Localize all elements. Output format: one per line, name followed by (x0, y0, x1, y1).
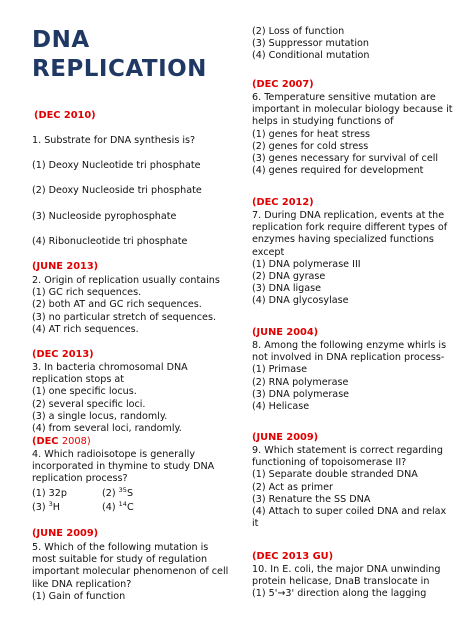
question-line: 9. Which statement is correct regarding (252, 445, 443, 456)
question-10 (252, 551, 464, 601)
title-line-1: DNA (32, 27, 90, 53)
option-4: (4) Attach to super coiled DNA and relax (252, 506, 447, 518)
option-2: (2) genes for cold stress (252, 140, 369, 152)
exam-tag: (DEC 2010) (34, 110, 96, 121)
option-3: (3) Nucleoside pyrophosphate (32, 210, 177, 222)
option-1: (1) Primase (252, 364, 307, 376)
option-2: (2) Act as primer (252, 481, 333, 493)
exam-tag: (DEC 2012) (252, 197, 314, 208)
question-line: functioning of topoisomerase II? (252, 457, 407, 469)
question-line: incorporated in thymine to study DNA (32, 461, 215, 473)
option-3: (3) DNA ligase (252, 283, 322, 295)
question-line: 8. Among the following enzyme whirls is (252, 340, 447, 351)
question-line: 10. In E. coli, the major DNA unwinding (252, 564, 441, 575)
question-line: most suitable for study of regulation (32, 554, 208, 566)
option-4: (4) from several loci, randomly. (32, 423, 182, 435)
option-2: (2) Loss of function (252, 26, 345, 37)
exam-tag (32, 436, 242, 448)
options-row-2 (32, 499, 242, 514)
question-line: 6. Temperature sensitive mutation are (252, 92, 436, 103)
option-4: (4) AT rich sequences. (32, 323, 139, 335)
exam-tag: (DEC 2013) (32, 349, 94, 360)
option-3: (3) no particular stretch of sequences. (32, 311, 217, 323)
question-8 (252, 327, 464, 413)
page-title (32, 26, 242, 84)
question-text: 1. Substrate for DNA synthesis is? (32, 135, 196, 146)
exam-tag: (DEC 2013 GU) (252, 551, 334, 562)
option-1: (1) GC rich sequences. (32, 287, 142, 299)
question-line: protein helicase, DnaB translocate in (252, 576, 430, 588)
option-3: (3) $^3$H (32, 499, 61, 513)
exam-tag: (DEC 2007) (252, 79, 314, 90)
question-5-continued (252, 26, 464, 63)
question-4 (32, 436, 242, 514)
exam-tag: (JUNE 2009) (252, 432, 319, 443)
question-6 (252, 79, 464, 177)
question-3 (32, 349, 242, 435)
option-4: (4) genes required for development (252, 165, 424, 177)
question-7 (252, 197, 464, 308)
option-2: (2) DNA gyrase (252, 271, 326, 283)
question-line: except (252, 246, 285, 258)
option-3: (3) DNA polymerase (252, 388, 350, 400)
exam-tag: (JUNE 2013) (32, 261, 99, 272)
option-4: (4) $^{14}$C (102, 499, 134, 513)
option-4: (4) Conditional mutation (252, 50, 370, 62)
option-3: (3) Renature the SS DNA (252, 493, 371, 505)
question-line: replication process? (32, 473, 128, 485)
option-1: (1) Deoxy Nucleotide tri phosphate (32, 160, 201, 172)
exam-tag-year: 2008) (61, 436, 91, 447)
question-1 (32, 110, 242, 248)
option-2: (2) several specific loci. (32, 398, 146, 410)
option-1: (1) one specific locus. (32, 386, 137, 398)
question-2 (32, 261, 242, 336)
question-line: like DNA replication? (32, 578, 132, 590)
option-2: (2) both AT and GC rich sequences. (32, 299, 202, 311)
question-9 (252, 432, 464, 530)
question-line: 5. Which of the following mutation is (32, 542, 209, 553)
option-1: (1) Gain of function (32, 590, 126, 602)
question-5 (32, 528, 242, 603)
option-1: (1) Separate double stranded DNA (252, 469, 418, 481)
question-line: replication fork require different types of (252, 222, 448, 234)
option-1: (1) DNA polymerase III (252, 258, 361, 270)
question-line: helps in studying functions of (252, 116, 394, 128)
question-line: important molecular phenomenon of cell (32, 566, 229, 578)
option-4: (4) DNA glycosylase (252, 295, 349, 307)
option-4: (4) Ribonucleotide tri phosphate (32, 235, 188, 247)
option-2: (2) $^{35}$S (102, 485, 134, 499)
option-4-continued: it (252, 518, 259, 530)
option-1: (1) 32p (32, 487, 67, 499)
question-line: not involved in DNA replication process- (252, 352, 445, 364)
exam-tag-session: (DEC (32, 436, 62, 447)
option-3: (3) a single locus, randomly. (32, 410, 168, 422)
exam-tag: (JUNE 2009) (32, 528, 99, 539)
option-3: (3) Suppressor mutation (252, 38, 369, 50)
question-line: 7. During DNA replication, events at the (252, 210, 445, 221)
option-4: (4) Helicase (252, 401, 310, 413)
question-line: important in molecular biology because it (252, 104, 453, 116)
question-line: enzymes having specialized functions (252, 234, 434, 246)
option-2: (2) Deoxy Nucleoside tri phosphate (32, 185, 202, 197)
options-row-1 (32, 485, 242, 500)
option-2: (2) RNA polymerase (252, 376, 349, 388)
question-line: 3. In bacteria chromosomal DNA (32, 362, 188, 373)
question-line: 4. Which radioisotope is generally (32, 449, 196, 460)
option-3: (3) genes necessary for survival of cell (252, 153, 439, 165)
question-line: 2. Origin of replication usually contains (32, 275, 220, 286)
question-line: replication stops at (32, 374, 125, 386)
option-1: (1) 5'→3' direction along the lagging (252, 588, 427, 600)
exam-tag: (JUNE 2004) (252, 327, 319, 338)
title-line-2: REPLICATION (32, 56, 207, 82)
option-1: (1) genes for heat stress (252, 128, 370, 140)
